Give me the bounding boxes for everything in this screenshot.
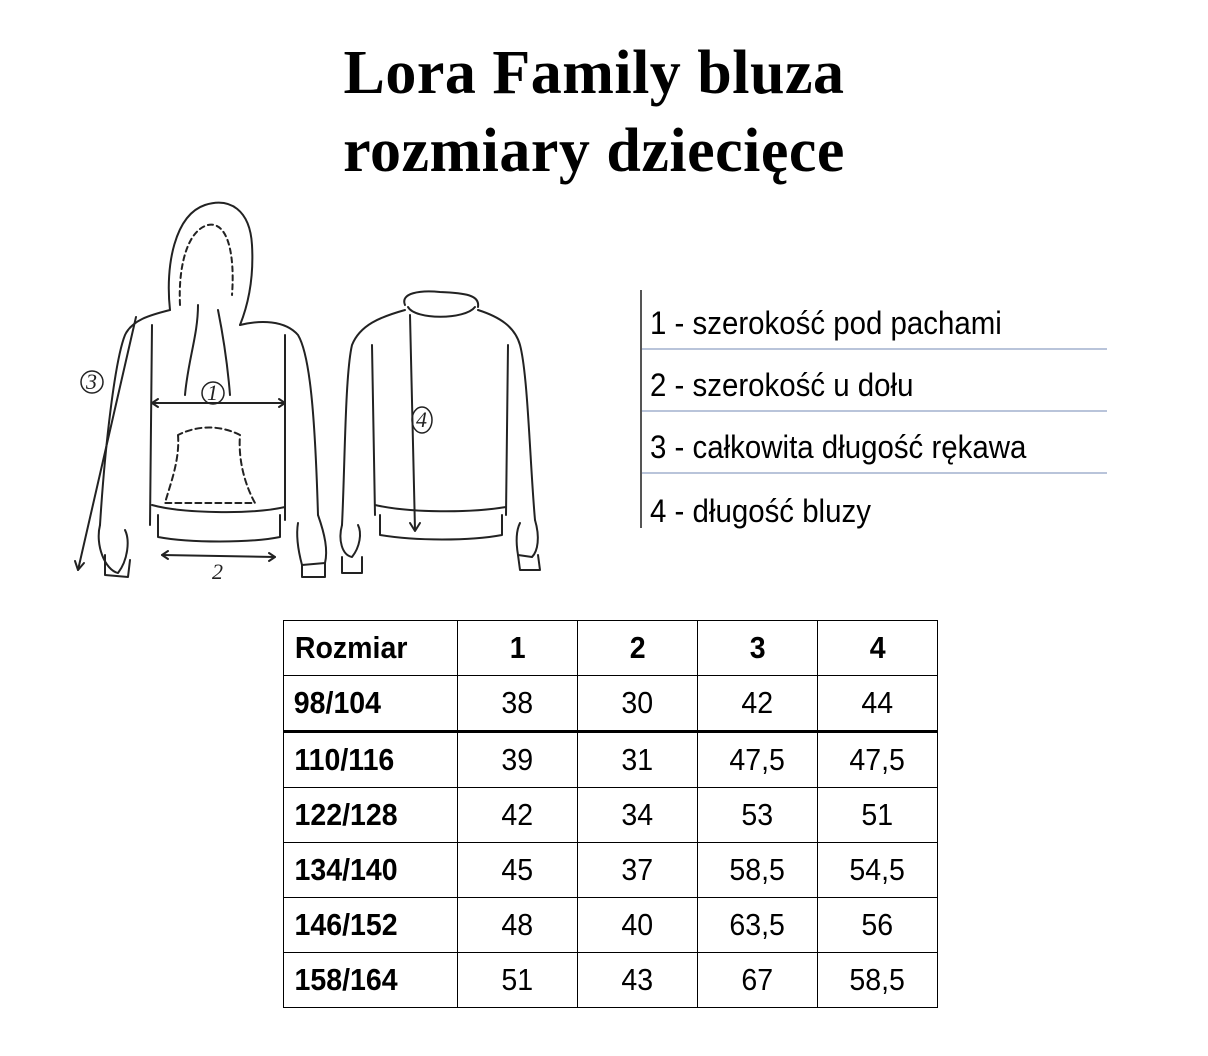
legend-item-1: 1 - szerokość pod pachami [650,305,1002,341]
value-cell: 31 [578,732,698,788]
legend-item-3: 3 - całkowita długość rękawa [650,429,1027,465]
value-cell: 30 [578,676,698,732]
hoodie-sweatshirt-sketch [70,185,600,595]
value-cell: 47,5 [698,732,818,788]
table-row [284,788,938,843]
size-cell: 110/116 [284,732,458,788]
table-row [284,953,938,1008]
value-cell: 39 [458,732,578,788]
table-header-row [284,621,938,676]
value-cell: 58,5 [818,953,938,1008]
legend-separator [642,472,1107,474]
sketch-label-4: 4 [416,407,427,432]
table-row [284,676,938,732]
size-cell: 134/140 [284,843,458,898]
value-cell: 43 [578,953,698,1008]
value-cell: 51 [818,788,938,843]
header-cell: 1 [458,621,578,676]
value-cell: 38 [458,676,578,732]
value-cell: 48 [458,898,578,953]
header-cell: 2 [578,621,698,676]
value-cell: 37 [578,843,698,898]
page-subtitle: rozmiary dziecięce [343,117,845,185]
size-table [283,620,938,1008]
table-row [284,732,938,788]
page-title: Lora Family bluza [343,39,845,107]
size-cell: 158/164 [284,953,458,1008]
sketch-label-3: 3 [86,369,97,394]
value-cell: 40 [578,898,698,953]
size-cell: 98/104 [284,676,458,732]
legend-item-2: 2 - szerokość u dołu [650,367,914,403]
value-cell: 51 [458,953,578,1008]
legend-separator [642,348,1107,350]
legend-divider [640,290,642,528]
value-cell: 42 [458,788,578,843]
size-cell: 122/128 [284,788,458,843]
sketch-label-1: 1 [207,380,218,405]
value-cell: 56 [818,898,938,953]
size-cell: 146/152 [284,898,458,953]
header-cell: 4 [818,621,938,676]
value-cell: 34 [578,788,698,843]
table-row [284,843,938,898]
legend-separator [642,410,1107,412]
value-cell: 54,5 [818,843,938,898]
value-cell: 45 [458,843,578,898]
sketch-label-2: 2 [212,559,223,584]
header-cell: 3 [698,621,818,676]
value-cell: 42 [698,676,818,732]
value-cell: 63,5 [698,898,818,953]
measurement-legend [640,290,1110,530]
header-cell: Rozmiar [284,621,458,676]
table-row [284,898,938,953]
value-cell: 53 [698,788,818,843]
value-cell: 44 [818,676,938,732]
legend-item-4: 4 - długość bluzy [650,493,871,529]
value-cell: 58,5 [698,843,818,898]
value-cell: 67 [698,953,818,1008]
value-cell: 47,5 [818,732,938,788]
